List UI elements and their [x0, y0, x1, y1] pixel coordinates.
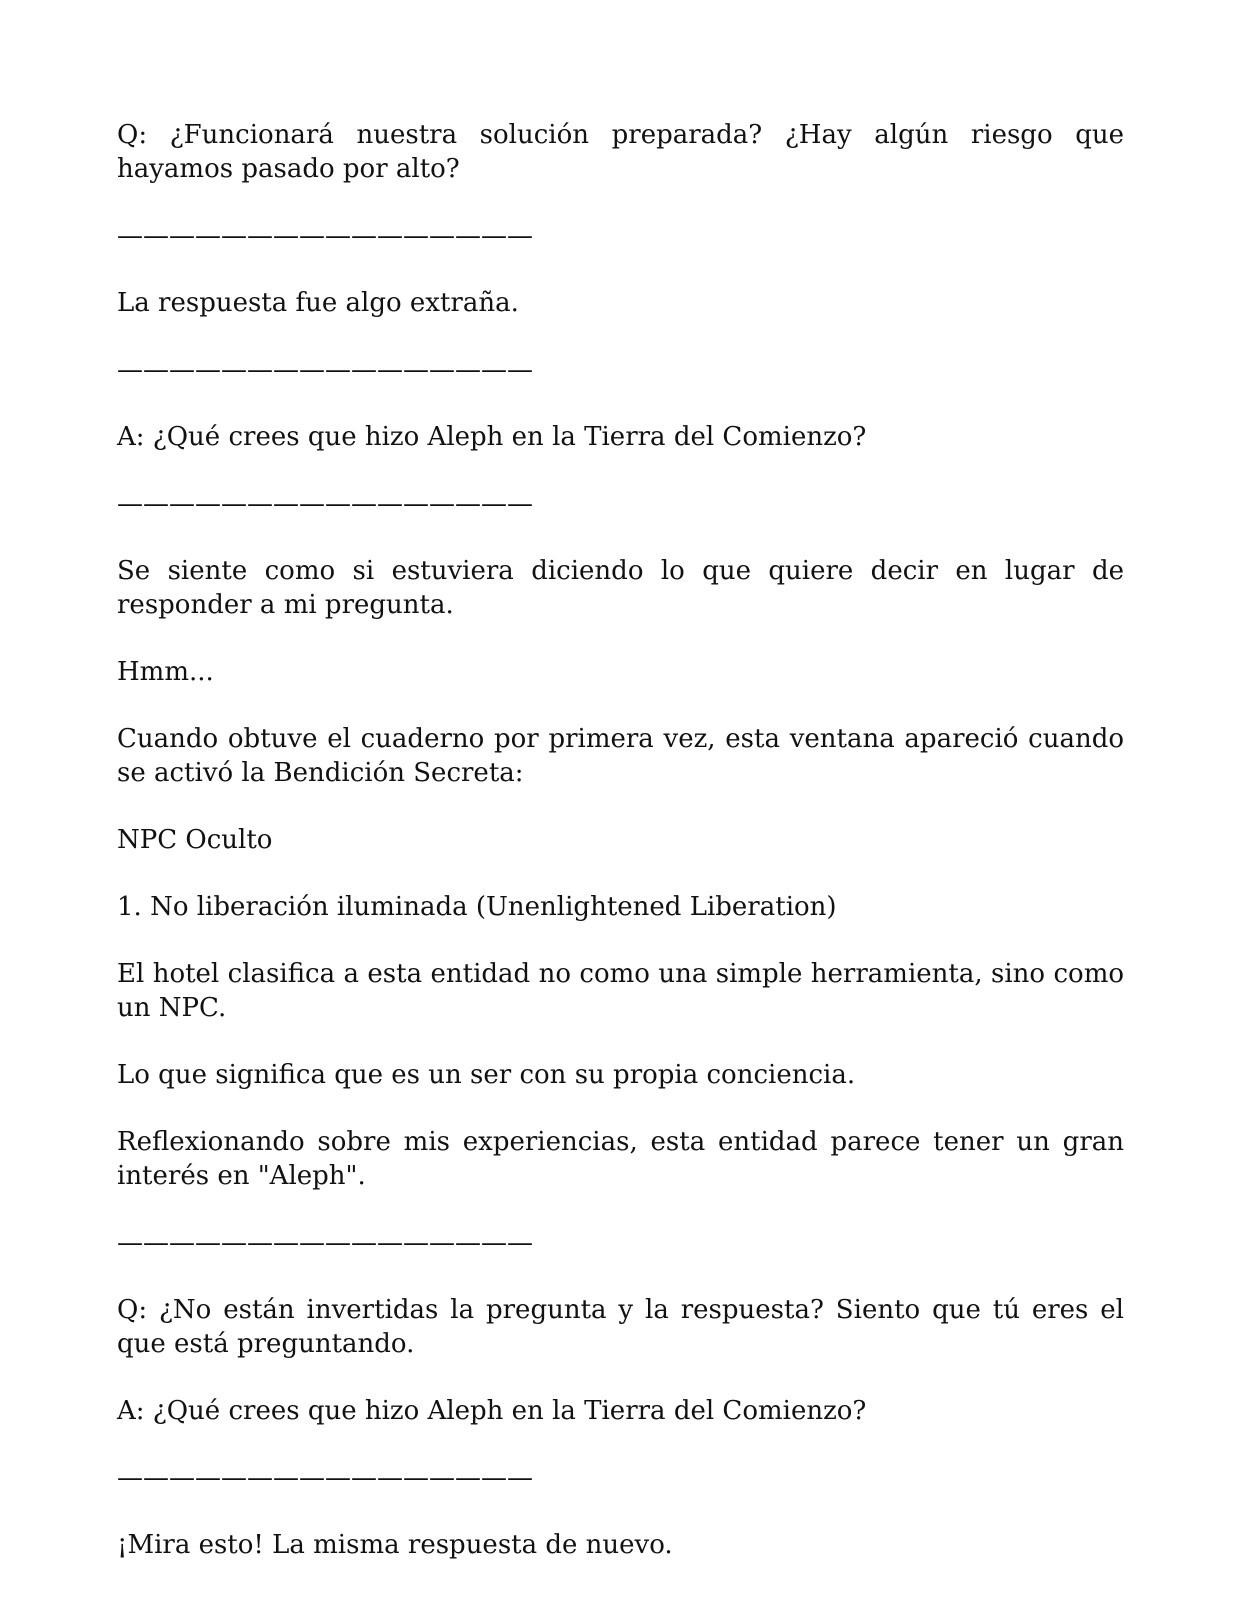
window-item-paragraph: 1. No liberación iluminada (Unenlightened Liberation) [117, 892, 837, 922]
narration-paragraph: Hmm... [117, 657, 214, 687]
section-divider: ———————————————— [117, 355, 533, 385]
answer-paragraph: A: ¿Qué crees que hizo Aleph en la Tierra del Comienzo? [117, 422, 867, 452]
question-paragraph: Q: ¿Funcionará nuestra solución preparada? ¿Hay algún riesgo que hayamos pasado por alto? [117, 120, 1124, 184]
answer-paragraph: A: ¿Qué crees que hizo Aleph en la Tierra del Comienzo? [117, 1396, 867, 1426]
document-page [117, 118, 1124, 1595]
narration-paragraph: ¡Mira esto! La misma respuesta de nuevo. [117, 1530, 673, 1560]
window-title-paragraph: NPC Oculto [117, 825, 273, 855]
narration-paragraph: La respuesta fue algo extraña. [117, 288, 519, 318]
narration-paragraph: Lo que significa que es un ser con su propia conciencia. [117, 1060, 856, 1090]
section-divider: ———————————————— [117, 489, 533, 519]
section-divider: ———————————————— [117, 221, 533, 251]
narration-paragraph: Reflexionando sobre mis experiencias, esta entidad parece tener un gran interés en "Aleph". [117, 1127, 1124, 1191]
section-divider: ———————————————— [117, 1228, 533, 1258]
question-paragraph: Q: ¿No están invertidas la pregunta y la respuesta? Siento que tú eres el que está preguntando. [117, 1295, 1124, 1359]
section-divider: ———————————————— [117, 1463, 533, 1493]
narration-paragraph: El hotel clasifica a esta entidad no como una simple herramienta, sino como un NPC. [117, 959, 1124, 1023]
narration-paragraph: Se siente como si estuviera diciendo lo que quiere decir en lugar de responder a mi pregunta. [117, 556, 1124, 620]
narration-paragraph: Cuando obtuve el cuaderno por primera vez, esta ventana apareció cuando se activó la Bendición Secreta: [117, 724, 1124, 788]
